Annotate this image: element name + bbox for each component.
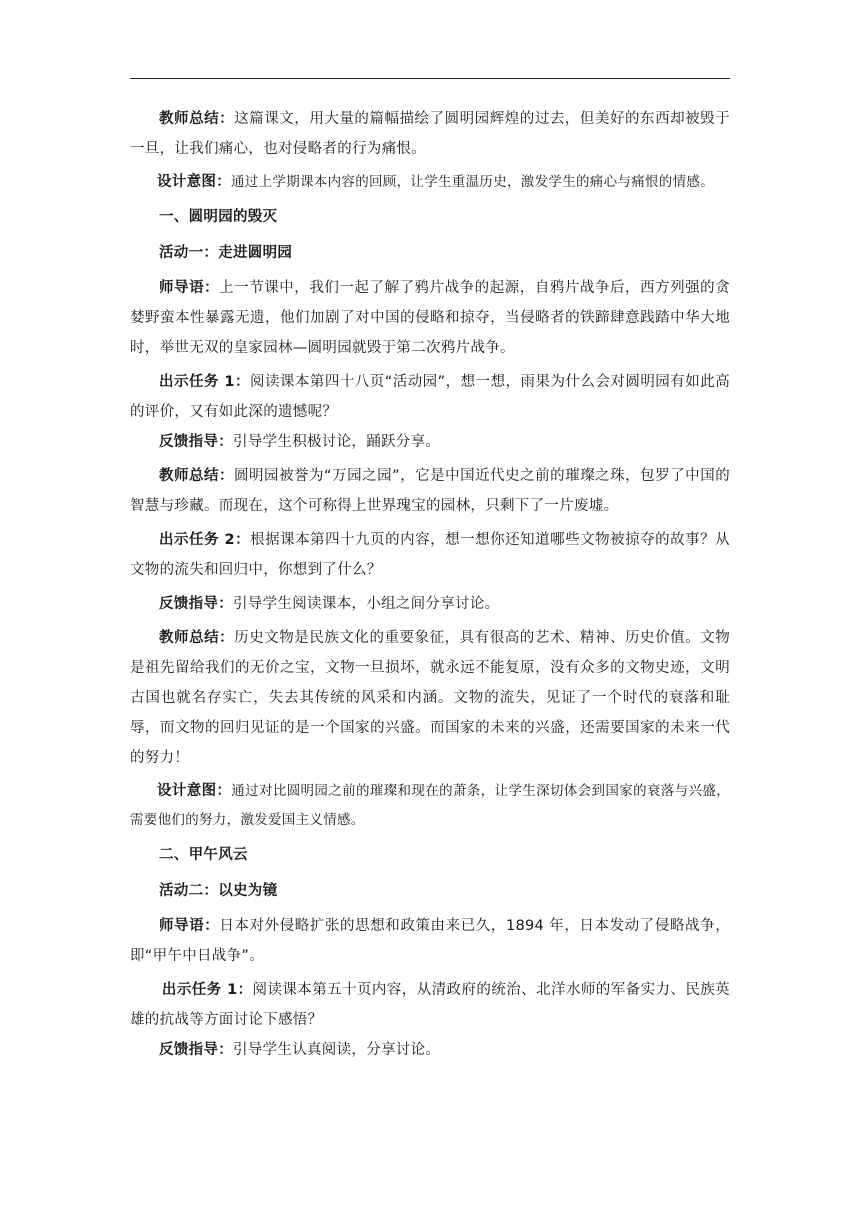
feedback-paragraph (130, 1035, 730, 1065)
paragraph-label: 出示任务 1： (161, 982, 253, 998)
teacher-intro-paragraph (130, 273, 730, 363)
header-rule (130, 78, 730, 79)
paragraph-text: 引导学生积极讨论，踊跃分享。 (233, 434, 441, 450)
activity-heading: 活动二：以史为镜 (159, 883, 278, 899)
document-body (130, 104, 730, 1069)
paragraph-label: 反馈指导： (159, 1042, 233, 1058)
paragraph-label: 教师总结： (159, 111, 235, 127)
design-intent-paragraph (130, 777, 730, 835)
teacher-summary-paragraph (130, 623, 730, 773)
paragraph-label: 设计意图： (157, 783, 232, 799)
teacher-intro-paragraph (130, 911, 730, 971)
paragraph-label: 设计意图： (157, 174, 231, 190)
teacher-summary-paragraph (130, 461, 730, 521)
task-paragraph (130, 975, 730, 1035)
paragraph-label: 师导语： (159, 280, 220, 296)
paragraph-text: 圆明园被誉为“万园之园”，它是中国近代史之前的璀璨之珠，包罗了中国的智慧与珍藏。而现在，这个可称得上世界瑰宝的园林，只剩下了一片废墟。 (130, 468, 730, 514)
paragraph-label: 教师总结： (159, 468, 235, 484)
paragraph-text: 上一节课中，我们一起了解了鸦片战争的起源，自鸦片战争后，西方列强的贪婪野蛮本性暴露无遗，他们加剧了对中国的侵略和掠夺，当侵略者的铁蹄肆意践踏中华大地时，举世无双的皇家园林—圆明园就毁于第二次鸦片战争。 (130, 280, 731, 356)
task-paragraph (130, 367, 730, 427)
section-heading: 二、甲午风云 (159, 847, 248, 863)
paragraph-label: 反馈指导： (159, 434, 233, 450)
paragraph-text: 阅读课本第五十页内容，从清政府的统治、北洋水师的军备实力、民族英雄的抗战等方面讨论下感悟？ (130, 982, 730, 1028)
paragraph-label: 师导语： (159, 918, 220, 934)
activity-heading: 活动一：走进圆明园 (159, 245, 293, 261)
paragraph-text: 历史文物是民族文化的重要象征，具有很高的艺术、精神、历史价值。文物是祖先留给我们的无价之宝，文物一旦损坏，就永远不能复原，没有众多的文物史迹，文明古国也就名存实亡，失去其传统的风采和内涵。文物的流失，见证了一个时代的衰落和耻辱，而文物的回归见证的是一个国家的兴盛。而国家的未来的兴盛，还需要国家的未来一代的努力！ (130, 630, 731, 766)
paragraph-text: 阅读课本第四十八页“活动园”，想一想，雨果为什么会对圆明园有如此高的评价，又有如此深的遗憾呢？ (130, 374, 730, 420)
paragraph-text: 通过对比圆明园之前的璀璨和现在的萧条，让学生深切体会到国家的衰落与兴盛，需要他们的努力，激发爱国主义情感。 (130, 783, 730, 828)
paragraph-text: 引导学生认真阅读，分享讨论。 (233, 1042, 441, 1058)
paragraph-label: 出示任务 2： (159, 532, 251, 548)
paragraph-label: 反馈指导： (159, 596, 233, 612)
paragraph-label: 出示任务 1： (159, 374, 250, 390)
paragraph-text: 这篇课文，用大量的篇幅描绘了圆明园辉煌的过去，但美好的东西却被毁于一旦，让我们痛心，也对侵略者的行为痛恨。 (130, 111, 731, 157)
paragraph-text: 根据课本第四十九页的内容，想一想你还知道哪些文物被掠夺的故事？从文物的流失和回归中，你想到了什么？ (130, 532, 730, 578)
paragraph-label: 教师总结： (159, 630, 235, 646)
design-intent-paragraph (130, 168, 730, 197)
section-heading: 一、圆明园的毁灭 (159, 209, 278, 225)
teacher-summary-paragraph (130, 104, 730, 164)
paragraph-text: 引导学生阅读课本，小组之间分享讨论。 (233, 596, 500, 612)
paragraph-text: 日本对外侵略扩张的思想和政策由来已久，1894 年，日本发动了侵略战争，即“甲午中日战争”。 (130, 918, 730, 964)
feedback-paragraph (130, 589, 730, 619)
feedback-paragraph (130, 427, 730, 457)
task-paragraph (130, 525, 730, 585)
paragraph-text: 通过上学期课本内容的回顾，让学生重温历史，激发学生的痛心与痛恨的情感。 (231, 174, 714, 190)
